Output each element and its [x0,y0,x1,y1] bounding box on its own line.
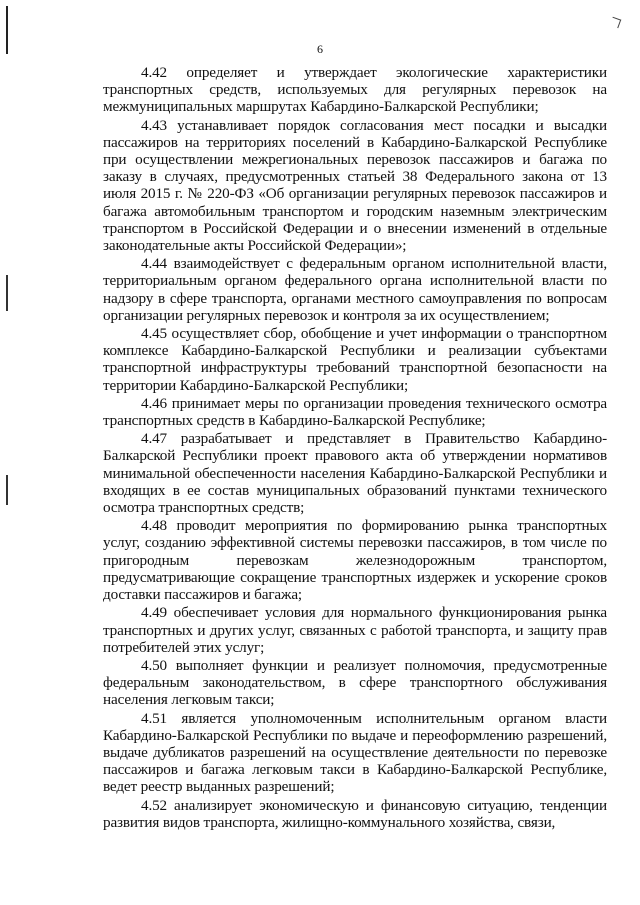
scan-corner-mark [610,17,622,29]
page-number: 6 [317,42,323,56]
scan-margin-mark [6,475,8,505]
clause-4-47: 4.47 разрабатывает и представляет в Правительство Кабардино-Балкарской Республики проект правового акта об утверждении нормативов минимальной обеспеченности населения Кабардино-Балкарской Республики и входящих в ее состав муниципальных образований пунктами технического осмотра транспортных средств; [103,430,607,517]
clause-4-42: 4.42 определяет и утверждает экологические характеристики транспортных средств, используемых для регулярных перевозок на межмуниципальных маршрутах Кабардино-Балкарской Республики; [103,64,607,116]
clause-4-45: 4.45 осуществляет сбор, обобщение и учет информации о транспортном комплексе Кабардино-Балкарской Республики и реализации субъектами транспортной инфраструктуры требований транспортной безопасности на территории Кабардино-Балкарской Республики; [103,325,607,394]
clause-4-52: 4.52 анализирует экономическую и финансовую ситуацию, тенденции развития видов транспорта, жилищно-коммунального хозяйства, связи, [103,796,607,831]
clause-4-44: 4.44 взаимодействует с федеральным органом исполнительной власти, территориальным органом федерального органа исполнительной власти по надзору в сфере транспорта, органами местного самоуправления по вопросам организации регулярных перевозок и контроля за их осуществлением; [103,255,607,324]
clause-4-50: 4.50 выполняет функции и реализует полномочия, предусмотренные федеральным законодательством, в сфере транспортного обслуживания населения легковым такси; [103,656,607,709]
clause-4-43: 4.43 устанавливает порядок согласования мест посадки и высадки пассажиров на территориях поселений в Кабардино-Балкарской Республике при осуществлении межрегиональных перевозок пассажиров и багажа по заказу в случаях, предусмотренных статьей 38 Федерального закона от 13 июля 2015 г. № 220-ФЗ «Об организации регулярных перевозок пассажиров и багажа автомобильным транспортом и городским наземным электрическим транспортом в Российской Федерации и о внесении изменений в отдельные законодательные акты Российской Федерации»; [103,116,607,255]
clause-4-51: 4.51 является уполномоченным исполнительным органом власти Кабардино-Балкарской Республики по выдаче и переоформлению разрешений, выдаче дубликатов разрешений на осуществление деятельности по перевозке пассажиров и багажа легковым такси в Кабардино-Балкарской Республике, ведет реестр выданных разрешений; [103,709,607,796]
scan-margin-mark [6,275,8,311]
document-body [103,64,607,832]
clause-4-48: 4.48 проводит мероприятия по формированию рынка транспортных услуг, созданию эффективной системы перевозки пассажиров, в том числе по пригородным перевозкам железнодорожным транспортом, предусматривающие сокращение транспортных издержек и ускорение сроков доставки пассажиров и багажа; [103,517,607,604]
clause-4-49: 4.49 обеспечивает условия для нормального функционирования рынка транспортных и других услуг, связанных с работой транспорта, и защиту прав потребителей этих услуг; [103,604,607,656]
clause-4-46: 4.46 принимает меры по организации проведения технического осмотра транспортных средств в Кабардино-Балкарской Республике; [103,394,607,430]
